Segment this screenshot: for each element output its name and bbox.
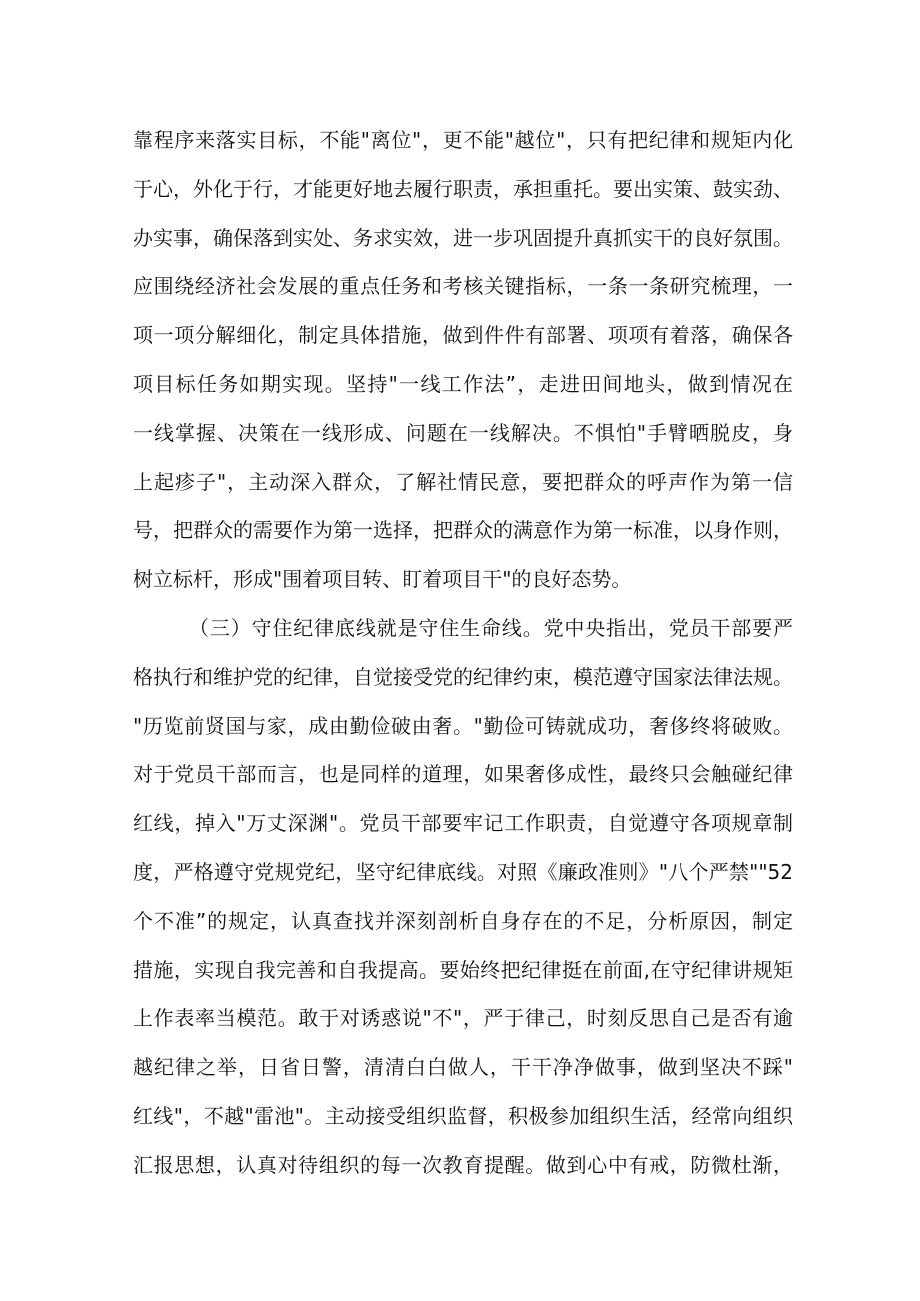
text-line: 措施，实现自我完善和自我提高。要始终把纪律挺在前面,在守纪律讲规矩 — [133, 957, 793, 982]
text-line: 于心，外化于行，才能更好地去履行职责，承担重托。要出实策、鼓实劲、 — [133, 176, 793, 201]
text-line: 对于党员干部而言，也是同样的道理，如果奢侈成性，最终只会触碰纪律 — [133, 762, 793, 787]
text-line: 号，把群众的需要作为第一选择，把群众的满意作为第一标准，以身作则， — [133, 518, 793, 543]
text-line: 上起疹子"，主动深入群众，了解社情民意，要把群众的呼声作为第一信 — [133, 469, 793, 494]
text-line: 一线掌握、决策在一线形成、问题在一线解决。不惧怕"手臂晒脱皮，身 — [133, 420, 793, 445]
text-line: 汇报思想，认真对待组织的每一次教育提醒。做到心中有戒，防微杜渐， — [133, 1152, 793, 1177]
text-line: 红线"，不越"雷池"。主动接受组织监督，积极参加组织生活，经常向组织 — [133, 1103, 793, 1128]
section-heading-line: （三）守住纪律底线就是守住生命线。党中央指出，党员干部要严 — [189, 615, 793, 640]
text-line: 红线，掉入"万丈深渊"。党员干部要牢记工作职责，自觉遵守各项规章制 — [133, 811, 793, 836]
text-line: 项目标任务如期实现。坚持"一线工作法”，走进田间地头，做到情况在 — [133, 371, 793, 396]
paragraph-continued — [133, 116, 793, 604]
text-line: 越纪律之举，日省日警，清清白白做人，干干净净做事，做到坚决不踩" — [133, 1055, 793, 1080]
text-line: 度，严格遵守党规党纪，坚守纪律底线。对照《廉政准则》"八个严禁""52 — [133, 859, 793, 884]
text-line: 办实事，确保落到实处、务求实效，进一步巩固提升真抓实干的良好氛围。 — [133, 225, 793, 250]
body-text — [133, 116, 793, 1190]
text-line: 项一项分解细化，制定具体措施，做到件件有部署、项项有着落，确保各 — [133, 323, 793, 348]
text-line: 格执行和维护党的纪律，自觉接受党的纪律约束，模范遵守国家法律法规。 — [133, 664, 793, 689]
paragraph-section-three — [133, 604, 793, 1190]
text-line: 树立标杆，形成"围着项目转、盯着项目干"的良好态势。 — [133, 567, 632, 592]
text-line: 靠程序来落实目标，不能"离位"，更不能"越位"，只有把纪律和规矩内化 — [133, 128, 793, 152]
text-line: 应围绕经济社会发展的重点任务和考核关键指标，一条一条研究梳理，一 — [133, 274, 793, 299]
text-line: "历览前贤国与家，成由勤俭破由奢。"勤俭可铸就成功，奢侈终将破败。 — [133, 713, 793, 738]
text-line: 个不准”的规定，认真查找并深刻剖析自身存在的不足，分析原因，制定 — [133, 908, 793, 933]
text-line: 上作表率当模范。敢于对诱惑说"不"，严于律己，时刻反思自己是否有逾 — [133, 1006, 793, 1031]
